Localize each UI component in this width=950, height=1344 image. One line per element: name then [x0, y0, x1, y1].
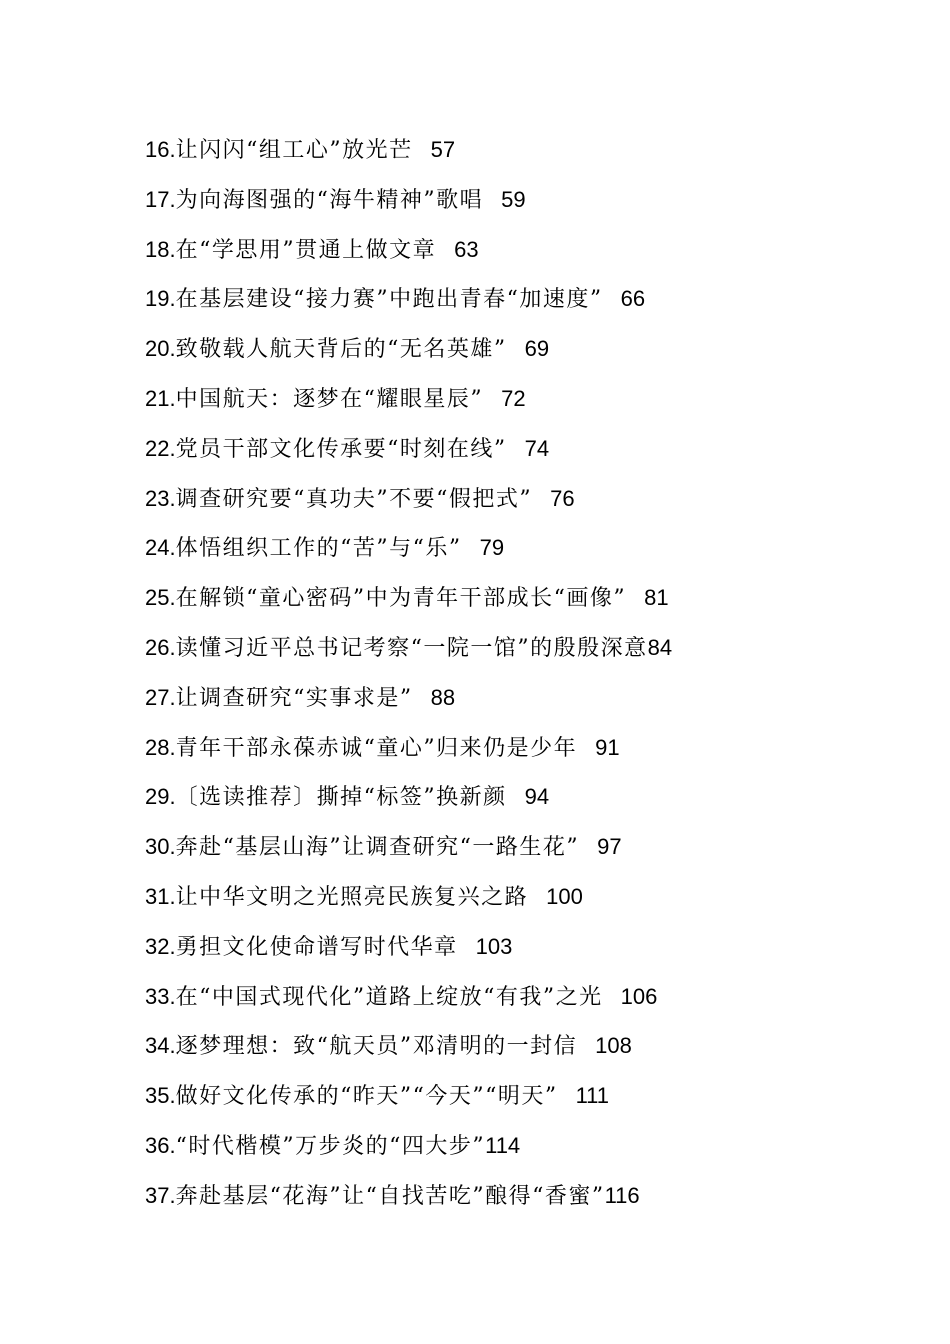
toc-entry-number: 24. [145, 535, 176, 561]
toc-entry [145, 576, 825, 626]
toc-entry-number: 19. [145, 286, 176, 312]
toc-entry-page: 59 [501, 186, 526, 212]
toc-entry-page: 108 [595, 1033, 632, 1059]
toc-entry-page: 114 [485, 1132, 521, 1158]
toc-entry-number: 35. [145, 1083, 176, 1109]
toc-entry-page: 116 [604, 1182, 640, 1208]
toc-entry-title: 在基层建设“接力赛”中跑出青春“加速度” [175, 287, 603, 313]
toc-entry-page: 81 [644, 585, 669, 611]
toc-entry [145, 1074, 825, 1124]
toc-entry-number: 33. [145, 983, 176, 1009]
toc-entry-page: 97 [597, 834, 622, 860]
toc-entry [145, 427, 825, 477]
toc-entry-title: 让中华文明之光照亮民族复兴之路 [175, 884, 529, 910]
toc-entry [145, 377, 825, 427]
toc-entry-number: 34. [145, 1033, 176, 1059]
toc-entry-page: 57 [430, 137, 456, 162]
toc-entry-title: 〔选读推荐〕撕掉“标签”换新颜 [175, 785, 507, 811]
toc-entry [145, 1124, 825, 1174]
toc-entry-page: 66 [620, 286, 646, 312]
toc-entry-title: 在“中国式现代化”道路上绽放“有我”之光 [175, 984, 603, 1010]
table-of-contents [145, 128, 825, 1224]
toc-entry-title: 奔赴基层“花海”让“自找苦吃”酿得“香蜜” [175, 1183, 605, 1209]
toc-entry-page: 74 [524, 435, 550, 461]
toc-entry-page: 100 [546, 883, 583, 909]
toc-entry-page: 76 [550, 485, 575, 511]
toc-entry [145, 277, 825, 327]
toc-entry-page: 88 [430, 684, 456, 710]
toc-entry [145, 1174, 825, 1224]
toc-entry [145, 975, 825, 1025]
toc-entry-page: 84 [647, 634, 673, 660]
toc-entry-title: 为向海图强的“海牛精神”歌唱 [175, 187, 484, 213]
toc-entry-title: 让闪闪“组工心”放光芒 [175, 138, 413, 163]
toc-entry-title: 让调查研究“实事求是” [175, 685, 413, 711]
toc-entry-title: 体悟组织工作的“苦”与“乐” [175, 536, 462, 562]
toc-entry-number: 16. [145, 137, 176, 162]
toc-entry-number: 28. [145, 734, 176, 760]
toc-entry-number: 18. [145, 236, 176, 262]
toc-entry-number: 25. [145, 585, 176, 611]
toc-entry [145, 676, 825, 726]
toc-entry [145, 925, 825, 975]
toc-entry-number: 36. [145, 1132, 176, 1158]
toc-entry-page: 91 [595, 734, 620, 760]
toc-entry-title: 读懂习近平总书记考察“一院一馆”的殷殷深意 [175, 635, 648, 661]
toc-entry-page: 63 [454, 236, 479, 262]
toc-entry-page: 94 [524, 784, 550, 810]
toc-entry [145, 128, 825, 178]
toc-entry [145, 526, 825, 576]
toc-entry-number: 30. [145, 834, 176, 860]
toc-entry-title: 逐梦理想：致“航天员”邓清明的一封信 [175, 1034, 578, 1060]
toc-entry-title: 中国航天：逐梦在“耀眼星辰” [175, 386, 484, 412]
toc-entry-number: 22. [145, 435, 176, 461]
toc-entry [145, 477, 825, 527]
toc-entry [145, 327, 825, 377]
toc-entry-title: “时代楷模”万步炎的“四大步” [175, 1133, 486, 1159]
toc-entry-title: 在解锁“童心密码”中为青年干部成长“画像” [175, 586, 627, 612]
toc-entry-number: 26. [145, 634, 176, 660]
toc-entry-number: 29. [145, 784, 176, 810]
toc-entry [145, 875, 825, 925]
toc-entry [145, 775, 825, 825]
toc-entry-page: 72 [501, 385, 526, 411]
toc-entry-number: 32. [145, 933, 176, 959]
toc-entry-page: 111 [575, 1083, 610, 1109]
toc-entry [145, 825, 825, 875]
toc-entry-number: 27. [145, 684, 176, 710]
toc-entry [145, 1024, 825, 1074]
toc-entry-title: 调查研究要“真功夫”不要“假把式” [175, 486, 533, 512]
toc-entry-number: 23. [145, 485, 176, 511]
toc-entry [145, 178, 825, 228]
toc-entry-title: 在“学思用”贯通上做文章 [175, 237, 437, 263]
toc-entry-number: 37. [145, 1182, 176, 1208]
toc-entry-page: 106 [620, 983, 658, 1009]
toc-entry-title: 勇担文化使命谱写时代华章 [175, 934, 458, 960]
toc-entry [145, 228, 825, 278]
toc-entry-number: 20. [145, 336, 176, 362]
toc-entry-title: 做好文化传承的“昨天”“今天”“明天” [175, 1084, 558, 1110]
toc-entry-title: 党员干部文化传承要“时刻在线” [175, 436, 507, 462]
toc-entry-title: 奔赴“基层山海”让调查研究“一路生花” [175, 835, 580, 861]
toc-entry-number: 31. [145, 883, 176, 909]
toc-entry-number: 21. [145, 385, 176, 411]
toc-entry-number: 17. [145, 186, 176, 212]
toc-entry-title: 青年干部永葆赤诚“童心”归来仍是少年 [175, 735, 578, 761]
toc-entry-title: 致敬载人航天背后的“无名英雄” [175, 337, 507, 363]
toc-entry [145, 726, 825, 776]
toc-entry-page: 69 [524, 336, 550, 362]
toc-entry-page: 79 [479, 535, 505, 561]
toc-entry [145, 626, 825, 676]
toc-entry-page: 103 [475, 933, 513, 959]
